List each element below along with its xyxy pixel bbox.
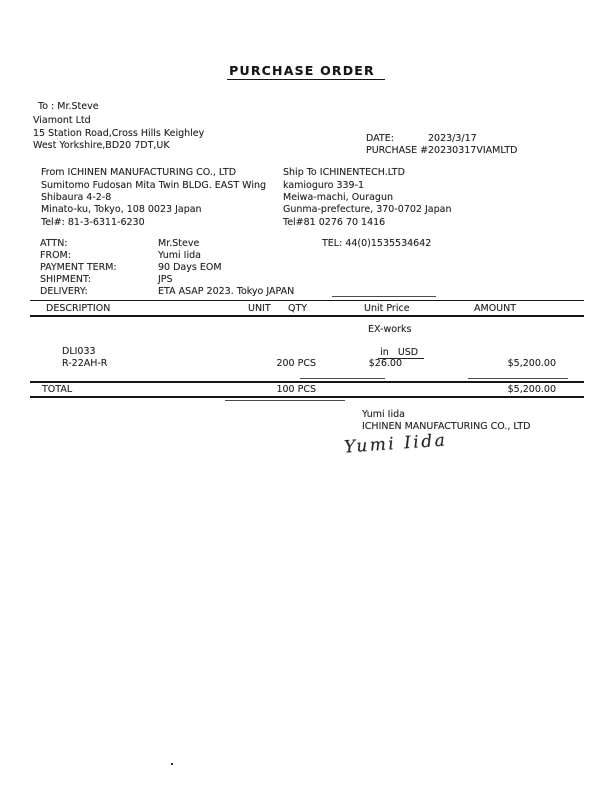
from-company-line: From ICHINEN MANUFACTURING CO., LTD — [41, 167, 237, 178]
col-header-description: DESCRIPTION — [46, 303, 111, 314]
item-qty: 200 PCS — [276, 358, 316, 369]
price-currency-text: in USD — [378, 347, 424, 359]
signatory-name: Yumi Iida — [362, 409, 405, 420]
po-number-value: 20230317VIAMLTD — [428, 145, 518, 156]
item-amount: $5,200.00 — [507, 358, 556, 369]
shipment-label: SHIPMENT: — [40, 274, 91, 285]
delivery-value: ETA ASAP 2023. Tokyo JAPAN — [158, 286, 295, 297]
signatory-company: ICHINEN MANUFACTURING CO., LTD — [362, 421, 531, 432]
shipment-value: JPS — [158, 274, 173, 285]
total-qty: 100 PCS — [276, 384, 316, 395]
item-code: DLI033 — [62, 346, 96, 357]
total-label: TOTAL — [42, 384, 73, 395]
payment-term-value: 90 Days EOM — [158, 262, 222, 273]
scan-artifact-line — [300, 378, 385, 379]
date-label: DATE: — [366, 133, 394, 144]
po-number-label: PURCHASE # — [366, 145, 429, 156]
recipient-tel: TEL: 44(0)1535534642 — [322, 238, 432, 249]
page-title: PURCHASE ORDER — [227, 63, 385, 80]
scan-artifact-line — [468, 378, 568, 379]
shipto-tel: Tel#81 0276 70 1416 — [283, 217, 386, 228]
from-address-line2: Shibaura 4-2-8 — [41, 192, 112, 203]
table-header-rule — [30, 315, 584, 317]
recipient-address-line1: 15 Station Road,Cross Hills Keighley — [33, 128, 205, 139]
attn-value: Mr.Steve — [158, 238, 200, 249]
total-amount: $5,200.00 — [507, 384, 556, 395]
from-label: FROM: — [40, 250, 71, 261]
col-header-unit: UNIT — [248, 303, 271, 314]
table-top-rule — [30, 300, 584, 301]
recipient-attention-line: To : Mr.Steve — [38, 101, 99, 112]
col-header-amount: AMOUNT — [474, 303, 517, 314]
from-address-line1: Sumitomo Fudosan Mita Twin BLDG. EAST Wing — [41, 180, 267, 191]
item-unit-price: $26.00 — [368, 358, 402, 369]
payment-term-label: PAYMENT TERM: — [40, 262, 117, 273]
total-bottom-rule — [30, 396, 584, 398]
shipto-address-line3: Gunma-prefecture, 370-0702 Japan — [283, 204, 452, 215]
shipto-address-line2: Meiwa-machi, Ouragun — [283, 192, 393, 203]
col-header-unit-price: Unit Price — [364, 303, 410, 314]
scan-artifact-dot — [171, 763, 173, 765]
scan-artifact-line — [225, 400, 345, 401]
date-value: 2023/3/17 — [428, 133, 477, 144]
price-basis-note: EX-works — [368, 324, 412, 335]
recipient-address-line2: West Yorkshire,BD20 7DT,UK — [33, 140, 170, 151]
title-row — [0, 60, 612, 80]
shipto-address-line1: kamioguro 339-1 — [283, 180, 365, 191]
handwritten-signature: Yumi Iida — [343, 430, 448, 458]
scan-artifact-line — [332, 296, 436, 297]
attn-label: ATTN: — [40, 238, 68, 249]
total-top-rule — [30, 381, 584, 383]
from-address-line3: Minato-ku, Tokyo, 108 0023 Japan — [41, 204, 202, 215]
col-header-qty: QTY — [288, 303, 308, 314]
shipto-company-line: Ship To ICHINENTECH.LTD — [283, 167, 405, 178]
delivery-label: DELIVERY: — [40, 286, 88, 297]
from-tel: Tel#: 81-3-6311-6230 — [41, 217, 145, 228]
item-name: R-22AH-R — [62, 358, 108, 369]
from-value: Yumi Iida — [158, 250, 201, 261]
recipient-company: Viamont Ltd — [33, 115, 91, 126]
